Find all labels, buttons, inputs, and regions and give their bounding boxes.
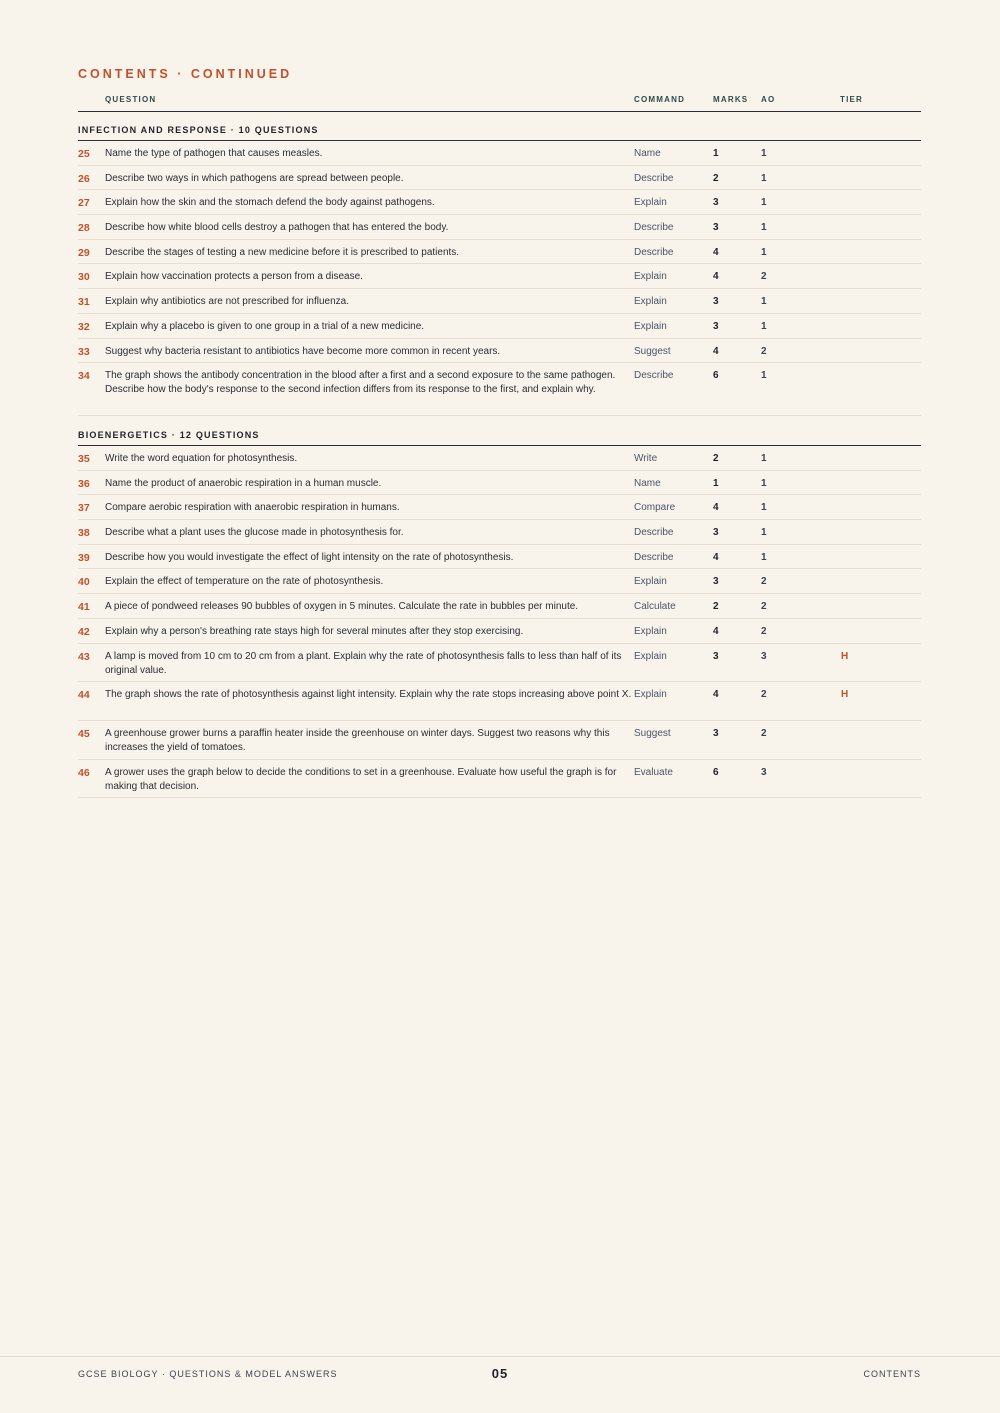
column-marks: MARKS xyxy=(713,95,749,104)
marks-value: 3 xyxy=(713,296,719,308)
question-number: 29 xyxy=(78,246,90,259)
page-title: CONTENTS · CONTINUED xyxy=(78,67,293,81)
section-bioenergetics xyxy=(78,419,921,798)
table-row[interactable] xyxy=(78,215,921,240)
ao-value: 2 xyxy=(761,576,767,588)
footer-section-link[interactable]: CONTENTS xyxy=(863,1369,921,1379)
question-text: Explain the effect of temperature on the rate of photosynthesis. xyxy=(105,576,384,588)
section-heading: INFECTION AND RESPONSE · 10 QUESTIONS xyxy=(78,114,921,141)
question-number: 44 xyxy=(78,689,90,702)
marks-value: 3 xyxy=(713,727,719,739)
footer-divider xyxy=(0,1356,1000,1357)
ao-value: 1 xyxy=(761,320,767,332)
table-row[interactable] xyxy=(78,520,921,545)
table-row[interactable] xyxy=(78,166,921,191)
column-tier: TIER xyxy=(840,95,864,104)
question-number: 33 xyxy=(78,345,90,358)
tier-value: H xyxy=(841,689,849,701)
table-row[interactable] xyxy=(78,363,921,416)
tier-value: H xyxy=(841,650,849,662)
marks-value: 1 xyxy=(713,148,719,159)
ao-value: 1 xyxy=(761,296,767,308)
command-word: Explain xyxy=(634,271,667,283)
ao-value: 1 xyxy=(761,246,767,258)
table-row[interactable] xyxy=(78,446,921,471)
page-number: 05 xyxy=(491,1366,509,1381)
table-row[interactable] xyxy=(78,721,921,760)
command-word: Explain xyxy=(634,197,667,209)
question-text: Name the product of anaerobic respiration in a human muscle. xyxy=(105,477,382,489)
table-row[interactable] xyxy=(78,314,921,339)
question-number: 30 xyxy=(78,271,90,284)
question-number: 27 xyxy=(78,197,90,210)
ao-value: 3 xyxy=(761,650,767,662)
marks-value: 6 xyxy=(713,766,719,778)
marks-value: 4 xyxy=(713,271,719,283)
command-word: Describe xyxy=(634,246,674,258)
command-word: Suggest xyxy=(634,727,671,739)
question-number: 43 xyxy=(78,650,90,663)
question-text: Describe the stages of testing a new medicine before it is prescribed to patients. xyxy=(105,246,460,258)
question-number: 28 xyxy=(78,222,90,235)
command-word: Explain xyxy=(634,650,667,662)
table-row[interactable] xyxy=(78,190,921,215)
question-number: 39 xyxy=(78,551,90,564)
question-number: 37 xyxy=(78,502,90,515)
question-text: The graph shows the antibody concentration in the blood after a first and a second exposure to the same pathogen. Describe how the body's response to the second infection differs from its response to the first, and explain why. xyxy=(105,370,616,396)
question-text: A greenhouse grower burns a paraffin heater inside the greenhouse on winter days. Suggest two reasons why this increases the yield of tomatoes. xyxy=(105,727,610,753)
ao-value: 1 xyxy=(761,551,767,563)
table-row[interactable] xyxy=(78,594,921,619)
ao-value: 2 xyxy=(761,727,767,739)
ao-value: 1 xyxy=(761,502,767,514)
command-word: Explain xyxy=(634,689,667,701)
command-word: Suggest xyxy=(634,345,671,357)
question-number: 36 xyxy=(78,477,90,490)
marks-value: 3 xyxy=(713,576,719,588)
table-row[interactable] xyxy=(78,471,921,496)
ao-value: 2 xyxy=(761,625,767,637)
ao-value: 1 xyxy=(761,453,767,464)
question-number: 42 xyxy=(78,625,90,638)
question-number: 40 xyxy=(78,576,90,589)
marks-value: 2 xyxy=(713,601,719,613)
command-word: Describe xyxy=(634,527,674,539)
question-text: A lamp is moved from 10 cm to 20 cm from a plant. Explain why the rate of photosynthesis falls to less than half of its original value. xyxy=(105,650,622,676)
question-text: Explain why a person's breathing rate stays high for several minutes after they stop exercising. xyxy=(105,625,524,637)
question-text: Describe what a plant uses the glucose made in photosynthesis for. xyxy=(105,527,404,539)
marks-value: 3 xyxy=(713,197,719,209)
table-row[interactable] xyxy=(78,682,921,721)
command-word: Compare xyxy=(634,502,676,514)
ao-value: 2 xyxy=(761,689,767,701)
table-row[interactable] xyxy=(78,495,921,520)
command-word: Explain xyxy=(634,576,667,588)
ao-value: 2 xyxy=(761,271,767,283)
ao-value: 1 xyxy=(761,148,767,159)
ao-value: 1 xyxy=(761,527,767,539)
question-number: 45 xyxy=(78,727,90,740)
table-row[interactable] xyxy=(78,569,921,594)
marks-value: 2 xyxy=(713,172,719,184)
question-number: 41 xyxy=(78,601,90,614)
marks-value: 4 xyxy=(713,551,719,563)
question-text: Describe how you would investigate the effect of light intensity on the rate of photosynthesis. xyxy=(105,551,514,563)
question-text: Explain why antibiotics are not prescribed for influenza. xyxy=(105,296,350,308)
column-command: COMMAND xyxy=(634,95,686,104)
marks-value: 4 xyxy=(713,345,719,357)
marks-value: 2 xyxy=(713,453,719,464)
section-heading: BIOENERGETICS · 12 QUESTIONS xyxy=(78,419,921,446)
question-text: Name the type of pathogen that causes measles. xyxy=(105,148,323,159)
table-row[interactable] xyxy=(78,644,921,683)
question-number: 32 xyxy=(78,320,90,333)
marks-value: 3 xyxy=(713,222,719,234)
question-text: Compare aerobic respiration with anaerobic respiration in humans. xyxy=(105,502,400,514)
command-word: Describe xyxy=(634,172,674,184)
table-row[interactable] xyxy=(78,619,921,644)
question-number: 46 xyxy=(78,766,90,779)
question-text: Explain how the skin and the stomach defend the body against pathogens. xyxy=(105,197,435,209)
marks-value: 4 xyxy=(713,502,719,514)
ao-value: 2 xyxy=(761,601,767,613)
question-text: A piece of pondweed releases 90 bubbles of oxygen in 5 minutes. Calculate the rate in bubbles per minute. xyxy=(105,601,579,613)
marks-value: 4 xyxy=(713,689,719,701)
ao-value: 2 xyxy=(761,345,767,357)
question-text: A grower uses the graph below to decide the conditions to set in a greenhouse. Evaluate how useful the graph is for making that decision. xyxy=(105,766,617,792)
marks-value: 3 xyxy=(713,527,719,539)
table-row[interactable] xyxy=(78,339,921,364)
command-word: Explain xyxy=(634,625,667,637)
ao-value: 1 xyxy=(761,197,767,209)
question-number: 31 xyxy=(78,296,90,309)
command-word: Name xyxy=(634,477,661,489)
command-word: Explain xyxy=(634,296,667,308)
question-text: The graph shows the rate of photosynthesis against light intensity. Explain why the rate stops increasing above point X. xyxy=(105,689,632,701)
marks-value: 6 xyxy=(713,370,719,382)
ao-value: 1 xyxy=(761,477,767,489)
question-text: Suggest why bacteria resistant to antibiotics have become more common in recent years. xyxy=(105,345,501,357)
column-question: QUESTION xyxy=(105,95,157,104)
table-row[interactable] xyxy=(78,545,921,570)
command-word: Name xyxy=(634,148,661,159)
question-text: Describe how white blood cells destroy a pathogen that has entered the body. xyxy=(105,222,449,234)
column-ao: AO xyxy=(761,95,776,104)
question-text: Describe two ways in which pathogens are spread between people. xyxy=(105,172,404,184)
section-infection-and-response xyxy=(78,114,921,416)
question-number: 26 xyxy=(78,172,90,185)
command-word: Describe xyxy=(634,370,674,382)
question-number: 38 xyxy=(78,527,90,540)
marks-value: 4 xyxy=(713,625,719,637)
question-text: Explain why a placebo is given to one group in a trial of a new medicine. xyxy=(105,320,425,332)
table-row[interactable] xyxy=(78,264,921,289)
command-word: Evaluate xyxy=(634,766,673,778)
table-row[interactable] xyxy=(78,289,921,314)
marks-value: 4 xyxy=(713,246,719,258)
command-word: Write xyxy=(634,453,658,464)
marks-value: 3 xyxy=(713,320,719,332)
question-text: Explain how vaccination protects a person from a disease. xyxy=(105,271,363,283)
question-number: 35 xyxy=(78,453,90,465)
ao-value: 1 xyxy=(761,172,767,184)
question-text: Write the word equation for photosynthesis. xyxy=(105,453,298,464)
command-word: Describe xyxy=(634,551,674,563)
table-row[interactable] xyxy=(78,240,921,265)
command-word: Describe xyxy=(634,222,674,234)
ao-value: 3 xyxy=(761,766,767,778)
question-number: 34 xyxy=(78,370,90,383)
command-word: Calculate xyxy=(634,601,676,613)
ao-value: 1 xyxy=(761,370,767,382)
ao-value: 1 xyxy=(761,222,767,234)
column-headers xyxy=(78,95,921,112)
question-number: 25 xyxy=(78,148,90,160)
footer-publication-title: GCSE BIOLOGY · QUESTIONS & MODEL ANSWERS xyxy=(78,1369,338,1379)
marks-value: 3 xyxy=(713,650,719,662)
table-row[interactable] xyxy=(78,760,921,799)
command-word: Explain xyxy=(634,320,667,332)
table-row[interactable] xyxy=(78,141,921,166)
marks-value: 1 xyxy=(713,477,719,489)
